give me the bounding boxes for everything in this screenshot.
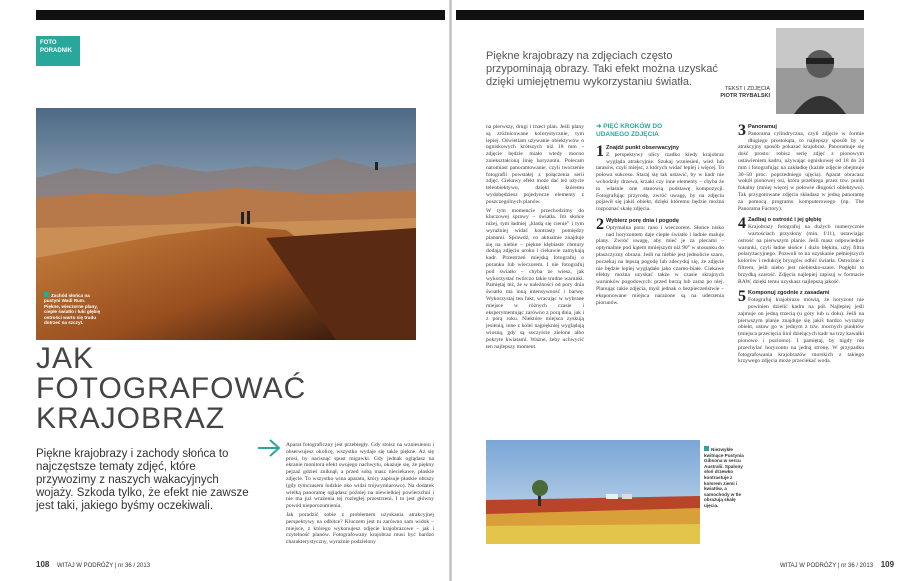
step-1-number: 1 (596, 145, 604, 160)
step-5 (738, 290, 864, 367)
step-5-title: Komponuj zgodnie z zasadami (748, 290, 830, 297)
top-bar-left (36, 10, 445, 20)
author-portrait (776, 28, 864, 114)
photo-caption-left (44, 292, 102, 325)
step-2-number: 2 (596, 217, 604, 233)
steps-column-a (596, 145, 724, 435)
step-1-title: Znajdź punkt obserwacyjny (606, 145, 680, 151)
section-tab-line2: PORADNIK (40, 48, 73, 54)
step-4-text: Krajobrazy fotografuj na dużych numerycznie wartościach przysłony (min. f/11), ustawiając ostrość na pierwszym planie. Jeśli masz odpowiednie warunki, czyli ładne słońce i dużo błękitu, użyj filtra polaryzacyjnego. Pozwoli to na uzyskanie pełniejszych kolorów i redukcję bryzgów odbić światła. Ostrożnie z filtrem, jeśli niebo jest niebiesko-szare. Pogłębi to brzydką szarość. Zdjęcia najlepiej zapisuj w formacie RAW, dzięki temu uzyskasz najlepszą jakość. (738, 224, 864, 285)
footer-text-right: WITAJ W PODRÓŻY | nr 36 / 2013 (780, 563, 874, 569)
body-col2-para1: na pierwszy, drugi i trzeci plan. Jeśli plany są zróżnicowane kolorystycznie, tym lepiej. Oświetlam używanie obiektywów o ogniskowych krótszych niż 18 mm – zdjęcie będzie miało wtedy mocno zniekształconą linię horyzontu. Polecam natomiast panoramowanie, czyli tworzenie fotografii powstałej z połączenia serii zdjęć. Ciekawy efekt może dać też użycie teleobiektywu, dzięki któremu wydobędziesz pojedyncze elementy z poszczególnych planów. (486, 124, 584, 205)
step-3 (738, 124, 864, 214)
body-col1-para2: Jak poradzić sobie z problemem uzyskania atrakcyjnej perspektywy na odbitce? Kluczem jest tu zarówno sam widok – miejsce, z którego wykonujesz zdjęcie krajobrazowe – jak i czytelność planów. Fotografowany krajobraz musi być bardzo charakterystyczny, wyraźnie podzielony (286, 511, 434, 546)
caption-square-icon (44, 292, 49, 297)
article-title (36, 342, 307, 435)
body-col1-para1: Aparat fotograficzny jest przebiegły. Gdy stoisz na wzniesieniu i obserwujesz okolicę, wszystko wydaje się takie piękne. Aż się prosi, by nacisnąć spust migawki. Gdy jednak oglądasz na ekranie monitora efekt swojego nachwytu, okazuje się, że piękny pejzaż gdzieś zniknął, a przed sobą masz nieciekawe, płaskie zdjęcie. To wszystko wina aparatu, który zapisuje płaskie obrazy (gdy tymczasem ludzkie oko widzi trójwymiarowo). Na dodatek wielką panoramę oglądasz później na niewielkiej powierzchni i nie ma już wrażenia tej rozległej przestrzeni. I to jest główny powód nieporozumienia. (286, 442, 434, 510)
step-3-text: Panorama cylindryczna, czyli zdjęcie w formie długiego prostokąta, to najlepszy sposób by w atrakcyjny sposób pokazać krajobraz. Panoramuje się dość prosto: robisz serię zdjęć z pionowym ustawieniem kadru, używając ogniskowej od 18 do 24 mm i fotografując na zakładkę (każde zdjęcie obejmuje 30–50 proc. poprzedniego ujęcia). Aparat obracasz wokół pionowej osi, która przebiega przez tzw. punkt fokalny (mniej więcej w połowie długości obiektywu). Tak przygotowane zdjęcia składasz w jedną panoramę za pomocą programu komputerowego (np. The Panorama Factory). (738, 130, 864, 212)
footer-left (36, 560, 150, 569)
step-1 (596, 145, 724, 215)
body-column-1 (286, 442, 434, 557)
step-5-number: 5 (738, 290, 746, 306)
body-column-2 (486, 124, 584, 432)
author-label: TEKST I ZDJĘCIA (724, 86, 770, 92)
section-tab (36, 36, 80, 66)
footer-text-left: WITAJ W PODRÓŻY | nr 36 / 2013 (57, 563, 151, 569)
step-5-text: Fotografuj krajobrazu mówią, że horyzont nie powinien dzielić kadru na pół. Najlepiej jeśli zajmuje on jedną trzecią (u góry lub u dołu). Jeśli na pierwszym planie znajduje się jakiś bardzo wyraźny obiekt, ustaw go w jednym z tzw. mocnych punktów (miejsca przecięcia linii dzielących kadr na trzy kawałki pionowo i poziomo). I pamiętaj, by nigdy nie przechylać horyzontu na jedną stronę. W przypadku fotografowania krajobrazów morskich z takiego krzywego zdjęcia może przeciekać woda. (738, 297, 864, 365)
steps-heading (596, 123, 666, 138)
step-4-number: 4 (738, 217, 746, 233)
step-2-text: Optymalna pora: rano i wieczorem. Słońce nisko nad horyzontem daje ciepłe światło i ładnie maluje plany. Zwróć uwagę, aby mieć je za plecami – optymalnie pod kątem mniejszym niż 90° w stosunku do płaszczyzny obrazu. Jeśli na niebie jest jednolicie szaro, poczekaj na lepszą pogodę lub zdecyduj się, że zdjęcie nie będzie lepiej wyglądało jako czarno-białe. Ciekawe efekty można uzyskać także w czasie skrajnych warunków pogodowych: przed burzą lub zaraz po niej. Planując takie zdjęcia, myśl jednak o bezpieczeństwie – eksponowane miejsca narażone są na uderzenia piorunów. (596, 224, 724, 306)
step-2-title: Wybierz porę dnia i pogodę (606, 217, 679, 224)
step-1-text: Z perspektywy ulicy rzadko kiedy krajobraz wygląda atrakcyjnie. Szukaj wzniesień, wież lub tarasów, czyli miejsc, z których widać lepiej i więcej. To połowa sukcesu. Staraj się tak ustawić, by w kadr nie wchodziły drzewa, krzaki czy inne elementy – chyba że to właśnie one stanowią podstawę kompozycji. Fotografując przyrodę, zwróć uwagę, by na zdjęciu pojawił się jakiś obiekt, dzięki któremu będzie można rozpoznać skalę zdjęcia. (596, 151, 724, 213)
step-3-title: Panoramuj (748, 124, 777, 130)
step-2 (596, 218, 724, 308)
flower-field-photo (486, 440, 700, 544)
step-3-number: 3 (738, 124, 746, 139)
article-title-line1: JAK FOTOGRAFOWAĆ (36, 342, 307, 405)
steps-heading-text: PIĘĆ KROKÓW DO UDANEGO ZDJĘCIA (596, 123, 663, 138)
article-intro: Piękne krajobrazy na zdjęciach często przypominają obrazy. Taki efekt można uzyskać dzięki umiejętnemu wykorzystaniu światła. (486, 50, 718, 88)
author-portrait-image (776, 28, 864, 114)
flower-field-illustration (486, 440, 700, 544)
page-number-left: 108 (36, 560, 50, 569)
author-name: PIOTR TRYBALSKI (720, 93, 770, 99)
photo-caption-right (704, 446, 750, 509)
step-4-title: Zadbaj o ostrość i jej głębię (748, 217, 822, 224)
footer-right (780, 560, 894, 569)
steps-column-b (738, 124, 864, 550)
page-number-right: 109 (880, 560, 895, 569)
section-tab-line1: FOTO (40, 40, 57, 46)
steps-arrow-icon: ➜ (596, 123, 604, 130)
page-gutter (449, 0, 452, 581)
caption-square-icon-2 (704, 446, 709, 451)
author-credit (640, 86, 770, 100)
article-lead: Piękne krajobrazy i zachody słońca to najczęstsze tematy zdjęć, które przywozimy z naszych wakacyjnych wojaży. Szkoda tylko, że efekt nie zawsze jest taki, jakiego byśmy oczekiwali. (36, 448, 249, 512)
arrow-right-icon (258, 438, 282, 458)
top-bar-right (456, 10, 864, 20)
article-title-line2: KRAJOBRAZ (36, 402, 226, 435)
body-col2-para2: W tym momencie przechodzimy do kluczowej sprawy – światła. Im słońce niżej, tym ładniej „kładą się cienie” i tym wyraźniej widać kontrasty pomiędzy planami. Sprawdź, co aktualnie znajduje się na niebie – piękne kłębiaste chmury dodają zdjęciu uroku i ciekawie zamykają kadr. Przestrzeń miejską fotografuj o poranku lub wieczorem. I nie fotografuj pod światło – chyba że wiesz, jak wykorzystać twórczo takie trudne warunki. Pamiętaj też, że w naleźności od pory dnia światło ma inną intensywność i barwę. Wykorzystaj ten fakt, wracając w wybrane miejsce w różnych czasie i eksperymentując zarówno z porą dnia, jak i z porą roku. Niektóre miejsca zyskują jesienią, inne z kolei najpiękniej wyglądają wiosną, gdy są soczyście zielone albo pokryte kwiatami. Ważne, żeby uchwycić ten najlepszy moment. (486, 207, 584, 350)
step-4 (738, 217, 864, 287)
photo-caption-right-text: Niezwykłe kwitnące Pustynia Gibsona w sercu Australii. Spalony słoń drzewko kontrastuje z kolorem ziemi i kwiatów, a samochody w tle obrazują skalę ujęcia. (704, 447, 744, 508)
photo-caption-left-text: Zachód słońca na pustyni Wadi Rum. Piękne, wieczorne plany, ciepłe światło i łuki głębię ostrości warto się trudu dotrzeć na szczyt. (44, 293, 101, 326)
